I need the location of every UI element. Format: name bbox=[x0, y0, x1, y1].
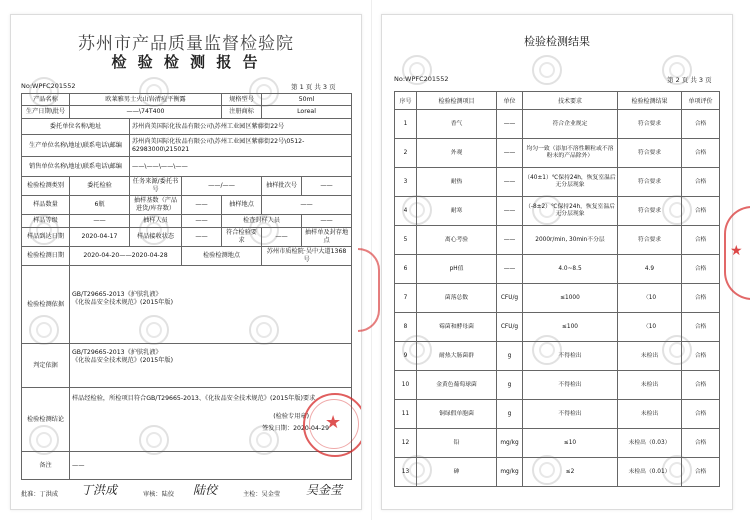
results-row bbox=[395, 110, 720, 139]
row-number: 6 bbox=[395, 255, 417, 284]
evaluation: 合格 bbox=[682, 139, 720, 168]
test-result: 符合要求 bbox=[618, 168, 682, 197]
inspector-label: 检查封样人员 bbox=[222, 215, 302, 228]
sample-batch-label: 抽样批次号 bbox=[262, 177, 302, 196]
evaluation: 合格 bbox=[682, 429, 720, 458]
unit: —— bbox=[497, 168, 523, 197]
category-label: 检验检测类别 bbox=[22, 177, 70, 196]
unit: —— bbox=[497, 139, 523, 168]
sealed-label: 抽样单及封存地点 bbox=[302, 228, 352, 247]
product-name-value: 欧莱雅男士火山岩清痘平衡露 bbox=[70, 94, 222, 106]
test-item: 耐寒 bbox=[417, 197, 497, 226]
row-number: 2 bbox=[395, 139, 417, 168]
evaluation: 合格 bbox=[682, 313, 720, 342]
results-row bbox=[395, 313, 720, 342]
unit: —— bbox=[497, 197, 523, 226]
evaluation: 合格 bbox=[682, 197, 720, 226]
organization-name: 苏州市产品质量监督检验院 bbox=[78, 34, 294, 54]
basis-value bbox=[70, 266, 352, 344]
page-indicator: 第 2 页 共 3 页 bbox=[667, 76, 712, 84]
client-label: 委托单位名称\地址 bbox=[22, 119, 130, 135]
remark-label: 备注 bbox=[22, 452, 70, 480]
report-number: No:WPFC201552 bbox=[394, 75, 449, 83]
arrive-date-label: 样品到达日期 bbox=[22, 228, 70, 247]
checker-label: 主检：吴金莹 bbox=[243, 491, 281, 498]
unit: —— bbox=[497, 255, 523, 284]
unit: CFU/g bbox=[497, 313, 523, 342]
evaluation: 合格 bbox=[682, 400, 720, 429]
results-row bbox=[395, 371, 720, 400]
unit: g bbox=[497, 342, 523, 371]
row-number: 1 bbox=[395, 110, 417, 139]
meets-label: 符合检验要求 bbox=[222, 228, 262, 247]
spec-label: 规格型号 bbox=[222, 94, 262, 106]
report-number: No:WPFC201552 bbox=[21, 82, 76, 90]
evaluation: 合格 bbox=[682, 255, 720, 284]
results-header-cell: 序号 bbox=[395, 92, 417, 110]
test-item: 霉菌和酵母菌 bbox=[417, 313, 497, 342]
requirement: 2000r/min, 30min不分层 bbox=[523, 226, 618, 255]
brand-value: Loreal bbox=[262, 106, 352, 119]
checker-signature: 吴金莹 bbox=[306, 483, 343, 497]
test-result: 未检出 bbox=[618, 400, 682, 429]
maker-value: 苏州尚美国际化妆品有限公司\苏州工业园区紫藤街22号\0512-62983000\215021 bbox=[130, 135, 352, 157]
results-header-cell: 单位 bbox=[497, 92, 523, 110]
issue-date-value: 2020-04-29 bbox=[293, 425, 330, 432]
judge-line-1: GB/T29665-2013《护肤乳液》 bbox=[72, 349, 162, 356]
test-result: 符合要求 bbox=[618, 110, 682, 139]
requirement: 4.0~8.5 bbox=[523, 255, 618, 284]
product-name-label: 产品名称 bbox=[22, 94, 70, 106]
results-header-cell: 技术要求 bbox=[523, 92, 618, 110]
test-place-value: 苏州市质检院·吴中大道1368号 bbox=[262, 247, 352, 266]
results-row bbox=[395, 255, 720, 284]
receive-state-value: —— bbox=[182, 228, 222, 247]
requirement: ≤1000 bbox=[523, 284, 618, 313]
results-header-cell: 检验检测项目 bbox=[417, 92, 497, 110]
test-item: 外观 bbox=[417, 139, 497, 168]
row-number: 4 bbox=[395, 197, 417, 226]
sample-batch-value: —— bbox=[302, 177, 352, 196]
receive-state-label: 样品接收状态 bbox=[130, 228, 182, 247]
report-page-2 bbox=[381, 14, 733, 510]
test-item: pH值 bbox=[417, 255, 497, 284]
approver-signature: 丁洪成 bbox=[81, 483, 118, 497]
unit: —— bbox=[497, 110, 523, 139]
inspection-seal-stamp bbox=[303, 393, 362, 457]
test-item: 香气 bbox=[417, 110, 497, 139]
evaluation: 合格 bbox=[682, 226, 720, 255]
unit: mg/kg bbox=[497, 458, 523, 487]
basis-line-2: 《化妆品安全技术规范》(2015年版) bbox=[72, 299, 174, 306]
test-item: 耐热 bbox=[417, 168, 497, 197]
evaluation: 合格 bbox=[682, 371, 720, 400]
conclusion-label: 检验检测结论 bbox=[22, 388, 70, 452]
results-row bbox=[395, 458, 720, 487]
base-label: 抽样基数（产品进货/库存数） bbox=[130, 196, 182, 215]
row-number: 7 bbox=[395, 284, 417, 313]
reviewer-signature: 陆佼 bbox=[193, 483, 218, 497]
remark-value: —— bbox=[70, 452, 352, 480]
seal-note: (检验专用章) bbox=[273, 413, 310, 420]
results-row bbox=[395, 226, 720, 255]
signature-row bbox=[21, 483, 351, 505]
sample-place-value: —— bbox=[262, 196, 352, 215]
meets-value: —— bbox=[262, 228, 302, 247]
requirement: ≤10 bbox=[523, 429, 618, 458]
brand-label: 注册商标 bbox=[222, 106, 262, 119]
results-row bbox=[395, 342, 720, 371]
seller-label: 销售单位名称\地址\联系电话\邮编 bbox=[22, 157, 130, 177]
requirement: （-8±2）℃保持24h，恢复室温后无分层现象 bbox=[523, 197, 618, 226]
row-number: 13 bbox=[395, 458, 417, 487]
results-row bbox=[395, 284, 720, 313]
page-indicator: 第 1 页 共 3 页 bbox=[291, 83, 336, 91]
quantity-label: 样品数量 bbox=[22, 196, 70, 215]
results-table bbox=[394, 91, 720, 487]
evaluation: 合格 bbox=[682, 458, 720, 487]
unit: g bbox=[497, 371, 523, 400]
task-source-label: 任务来源/委托书号 bbox=[130, 177, 182, 196]
unit: CFU/g bbox=[497, 284, 523, 313]
test-result: 〈10 bbox=[618, 313, 682, 342]
star-icon: ★ bbox=[325, 412, 342, 433]
grade-value: —— bbox=[70, 215, 130, 228]
test-result: 未检出 bbox=[618, 371, 682, 400]
test-result: 未检出（0.03） bbox=[618, 429, 682, 458]
unit: —— bbox=[497, 226, 523, 255]
prod-date-label: 生产日期\批号 bbox=[22, 106, 70, 119]
grade-label: 样品等级 bbox=[22, 215, 70, 228]
requirement: 不得检出 bbox=[523, 371, 618, 400]
seam-seal-stamp-right bbox=[724, 206, 750, 300]
sampler-value: —— bbox=[182, 215, 222, 228]
evaluation: 合格 bbox=[682, 110, 720, 139]
task-source-value: ——/—— bbox=[182, 177, 262, 196]
test-item: 耐热大肠菌群 bbox=[417, 342, 497, 371]
approver-label: 批准：丁洪成 bbox=[21, 491, 59, 498]
test-item: 砷 bbox=[417, 458, 497, 487]
test-date-value: 2020-04-20——2020-04-28 bbox=[70, 247, 182, 266]
sampler-label: 抽样人员 bbox=[130, 215, 182, 228]
results-row bbox=[395, 400, 720, 429]
basis-label: 检验检测依据 bbox=[22, 266, 70, 344]
results-row bbox=[395, 139, 720, 168]
results-row bbox=[395, 429, 720, 458]
conclusion-text: 样品经检验，所检项目符合GB/T29665-2013、《化妆品安全技术规范》(2015年版)要求 bbox=[72, 395, 316, 402]
row-number: 10 bbox=[395, 371, 417, 400]
results-title: 检验检测结果 bbox=[524, 35, 590, 48]
seller-value: ——\——\——\—— bbox=[130, 157, 352, 177]
row-number: 11 bbox=[395, 400, 417, 429]
maker-label: 生产单位名称\地址\联系电话\邮编 bbox=[22, 135, 130, 157]
star-icon: ★ bbox=[730, 243, 743, 259]
arrive-date-value: 2020-04-17 bbox=[70, 228, 130, 247]
unit: mg/kg bbox=[497, 429, 523, 458]
row-number: 3 bbox=[395, 168, 417, 197]
judge-line-2: 《化妆品安全技术规范》(2015年版) bbox=[72, 357, 174, 364]
test-result: 未检出 bbox=[618, 342, 682, 371]
row-number: 5 bbox=[395, 226, 417, 255]
quantity-value: 6瓶 bbox=[70, 196, 130, 215]
test-result: 4.9 bbox=[618, 255, 682, 284]
report-page-1 bbox=[10, 14, 362, 510]
results-header-row bbox=[395, 92, 720, 110]
requirement: ≤100 bbox=[523, 313, 618, 342]
test-result: 符合要求 bbox=[618, 197, 682, 226]
requirement: ≤2 bbox=[523, 458, 618, 487]
row-number: 8 bbox=[395, 313, 417, 342]
report-title: 检 验 检 测 报 告 bbox=[111, 53, 261, 71]
results-header-cell: 检验检测结果 bbox=[618, 92, 682, 110]
results-row bbox=[395, 168, 720, 197]
judge-value bbox=[70, 344, 352, 388]
spec-value: 50ml bbox=[262, 94, 352, 106]
requirement: 符合企业规定 bbox=[523, 110, 618, 139]
judge-label: 判定依据 bbox=[22, 344, 70, 388]
requirement: （40±1）℃保持24h，恢复室温后无分层现象 bbox=[523, 168, 618, 197]
test-item: 铜绿假单胞菌 bbox=[417, 400, 497, 429]
basis-line-1: GB/T29665-2013《护肤乳液》 bbox=[72, 291, 162, 298]
requirement: 不得检出 bbox=[523, 400, 618, 429]
evaluation: 合格 bbox=[682, 168, 720, 197]
test-item: 离心考验 bbox=[417, 226, 497, 255]
watermark-icon bbox=[532, 55, 562, 85]
test-result: 符合要求 bbox=[618, 139, 682, 168]
category-value: 委托检验 bbox=[70, 177, 130, 196]
results-row bbox=[395, 197, 720, 226]
prod-date-value: ——\74T400 bbox=[70, 106, 222, 119]
inspector-value: —— bbox=[302, 215, 352, 228]
seam-seal-stamp bbox=[358, 248, 380, 332]
test-item: 金黄色葡萄球菌 bbox=[417, 371, 497, 400]
reviewer-name: 陆佼 bbox=[161, 491, 174, 498]
evaluation: 合格 bbox=[682, 342, 720, 371]
row-number: 12 bbox=[395, 429, 417, 458]
unit: g bbox=[497, 400, 523, 429]
requirement: 不得检出 bbox=[523, 342, 618, 371]
test-item: 铅 bbox=[417, 429, 497, 458]
results-header-cell: 单项评价 bbox=[682, 92, 720, 110]
reviewer-label: 审核：陆佼 bbox=[143, 491, 174, 498]
requirement: 均匀一致（添加不溶性颗粒或不溶粉末的产品除外） bbox=[523, 139, 618, 168]
evaluation: 合格 bbox=[682, 284, 720, 313]
test-result: 〈10 bbox=[618, 284, 682, 313]
client-value: 苏州尚美国际化妆品有限公司\苏州工业园区紫藤街22号 bbox=[130, 119, 352, 135]
base-value: —— bbox=[182, 196, 222, 215]
issue-date-label: 签发日期： bbox=[262, 425, 294, 432]
test-result: 未检出（0.01） bbox=[618, 458, 682, 487]
test-date-label: 检验检测日期 bbox=[22, 247, 70, 266]
test-result: 符合要求 bbox=[618, 226, 682, 255]
sample-place-label: 抽样地点 bbox=[222, 196, 262, 215]
test-item: 菌落总数 bbox=[417, 284, 497, 313]
test-place-label: 检验检测地点 bbox=[182, 247, 262, 266]
row-number: 9 bbox=[395, 342, 417, 371]
